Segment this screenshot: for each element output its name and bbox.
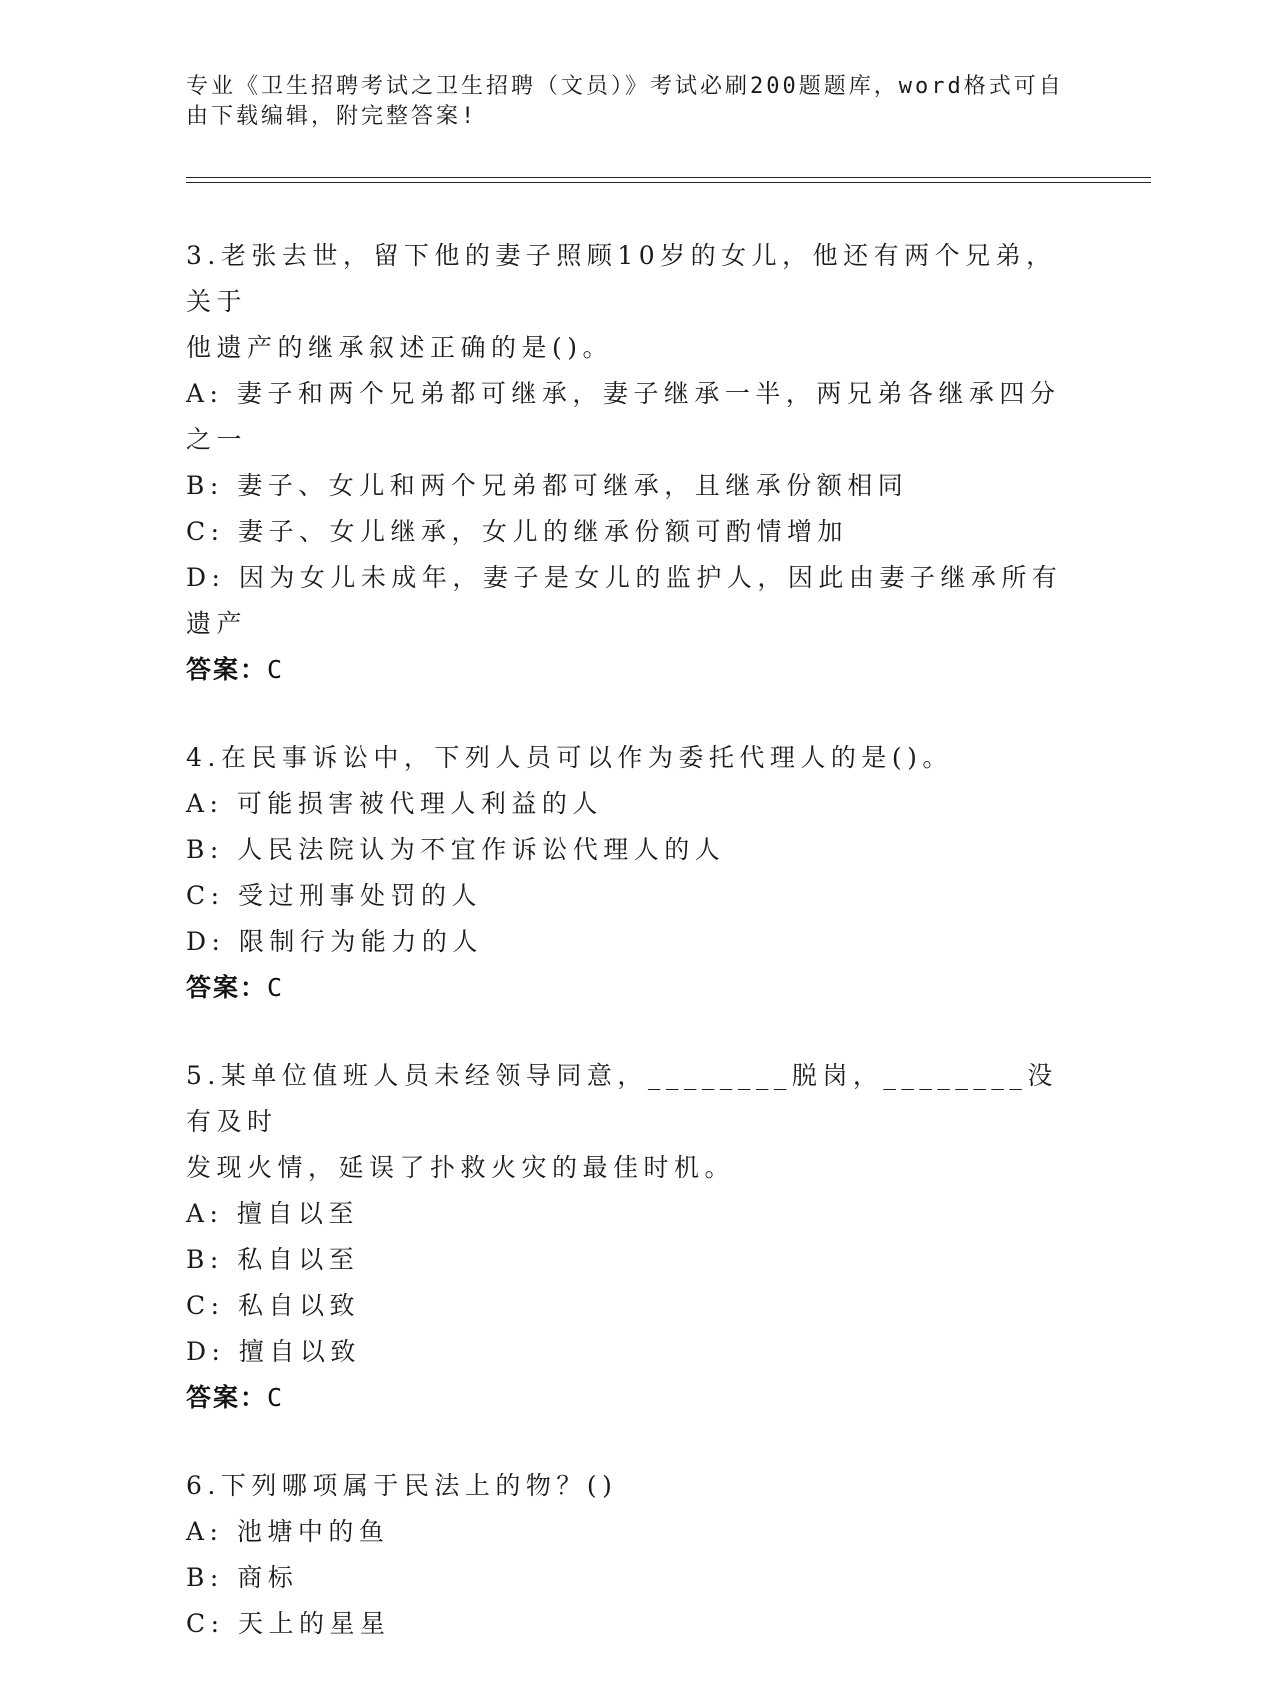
question-3-stem-line-1: 3.老张去世，留下他的妻子照顾10岁的女儿，他还有两个兄弟，关于: [186, 241, 1057, 316]
question-6-option-b: B: 商标: [186, 1563, 299, 1592]
question-4-option-c: C: 受过刑事处罚的人: [186, 881, 482, 910]
question-5-option-d: D: 擅自以致: [186, 1337, 361, 1366]
question-5-option-b: B: 私自以至: [186, 1245, 360, 1274]
question-3-stem-line-2: 他遗产的继承叙述正确的是()。: [186, 333, 614, 362]
question-3-option-c: C: 妻子、女儿继承，女儿的继承份额可酌情增加: [186, 517, 848, 546]
question-6-option-c: C: 天上的星星: [186, 1609, 391, 1638]
question-4-answer: [186, 965, 1086, 1011]
question-3-option-d: D: 因为女儿未成年，妻子是女儿的监护人，因此由妻子继承所有遗产: [186, 563, 1063, 638]
question-4-stem-line-1: 4.在民事诉讼中，下列人员可以作为委托代理人的是()。: [186, 743, 953, 772]
question-5-stem-line-2: 发现火情，延误了扑救火灾的最佳时机。: [186, 1153, 736, 1182]
question-5-stem-line-1: 5.某单位值班人员未经领导同意，________脱岗，________没有及时: [186, 1061, 1058, 1136]
question-6-option-a: A: 池塘中的鱼: [186, 1517, 390, 1546]
question-3-option-b: B: 妻子、女儿和两个兄弟都可继承，且继承份额相同: [186, 471, 909, 500]
question-5-option-a: A: 擅自以至: [186, 1199, 359, 1228]
question-4-option-d: D: 限制行为能力的人: [186, 927, 483, 956]
answer-value: C: [267, 1383, 285, 1412]
header-divider-top: [186, 177, 1151, 178]
document-header: [186, 72, 1066, 132]
header-line-1: 专业《卫生招聘考试之卫生招聘（文员）》考试必刷200题题库，word格式可自: [186, 74, 1064, 99]
question-list: [186, 233, 1086, 1689]
answer-label: 答案：: [186, 973, 268, 1002]
question-3-option-a: A: 妻子和两个兄弟都可继承，妻子继承一半，两兄弟各继承四分之一: [186, 379, 1061, 454]
answer-label: 答案：: [186, 1383, 268, 1412]
question-6: [186, 1463, 1086, 1647]
question-4-option-b: B: 人民法院认为不宜作诉讼代理人的人: [186, 835, 726, 864]
question-3-answer: [186, 647, 1086, 693]
question-6-stem-line-1: 6.下列哪项属于民法上的物？(): [186, 1471, 618, 1500]
question-5: [186, 1053, 1086, 1421]
question-4-option-a: A: 可能损害被代理人利益的人: [186, 789, 603, 818]
question-3: [186, 233, 1086, 693]
question-4: [186, 735, 1086, 1011]
question-5-answer: [186, 1375, 1086, 1421]
answer-value: C: [267, 973, 285, 1002]
answer-label: 答案：: [186, 655, 268, 684]
answer-value: C: [267, 655, 285, 684]
header-line-2: 由下载编辑，附完整答案!: [186, 104, 478, 129]
question-5-option-c: C: 私自以致: [186, 1291, 360, 1320]
header-divider-bottom: [186, 182, 1151, 183]
